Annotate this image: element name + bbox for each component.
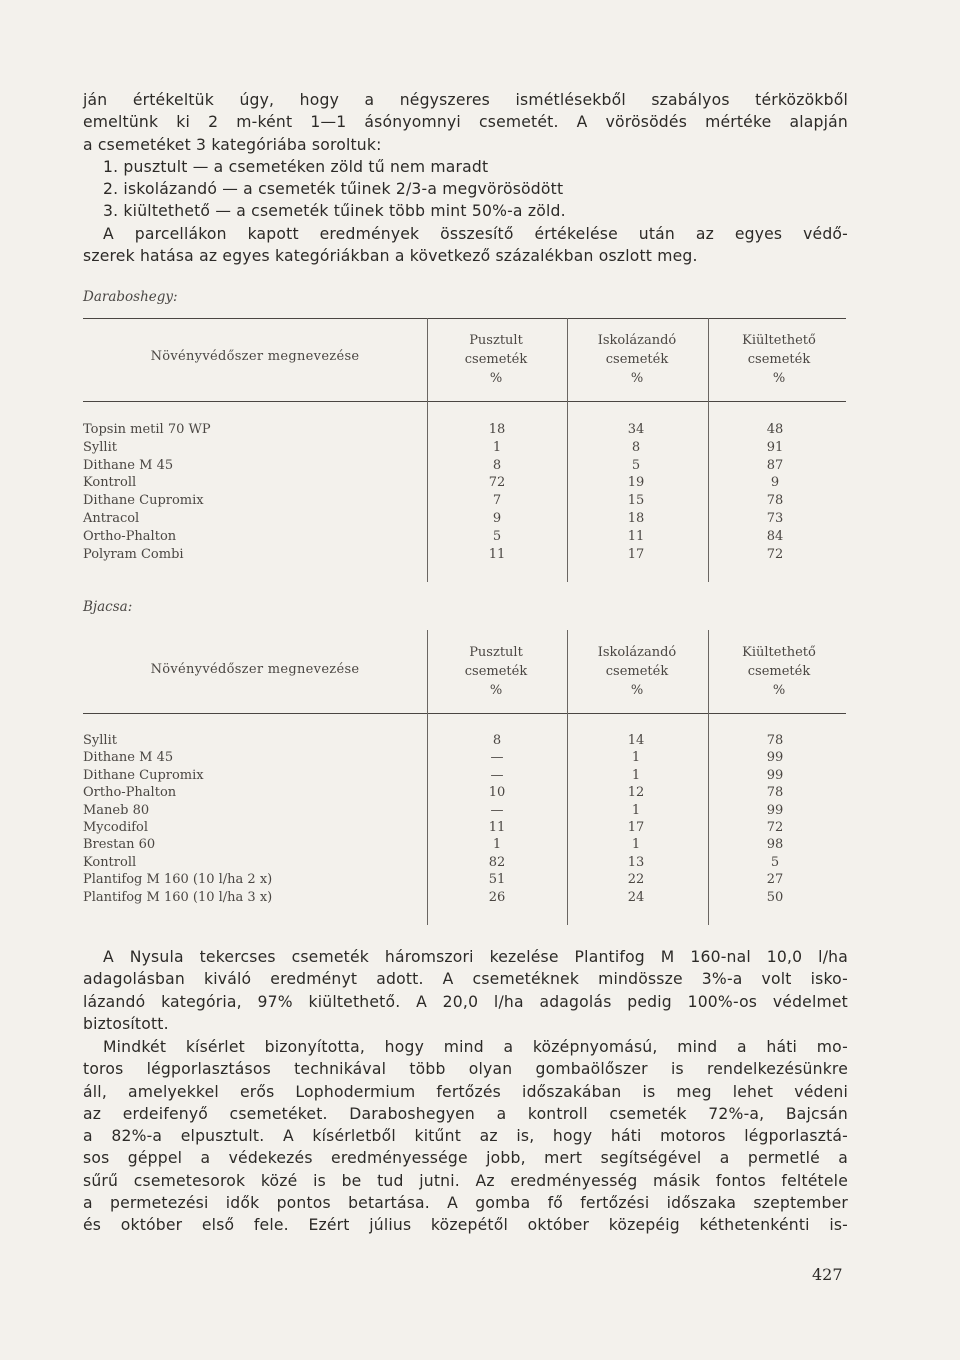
value-iskolazando: 34 xyxy=(627,422,645,437)
table-row xyxy=(83,546,846,563)
value-iskolazando: 19 xyxy=(627,475,645,491)
row-name: Plantifog M 160 (10 l/ha 3 x) xyxy=(83,889,273,905)
value-iskolazando: 12 xyxy=(627,785,645,801)
table-row xyxy=(83,819,846,836)
table-header-kiultetheto: Kiültethető csemeték % xyxy=(742,333,816,386)
table-row xyxy=(83,836,846,853)
text-line: toros légporlasztásos technikával több olyan gombaölőszer is rendelkezésünkre xyxy=(83,1060,848,1079)
text-line: emeltünk ki 2 m-ként 1—1 ásónyomnyi csemetét. A vörösödés mértéke alapján xyxy=(83,113,848,132)
value-kiultetheto: 72 xyxy=(766,546,784,562)
table-row xyxy=(83,889,846,906)
value-pusztult: 11 xyxy=(488,820,506,835)
row-name: Syllit xyxy=(83,733,117,748)
value-kiultetheto: 84 xyxy=(766,528,784,544)
row-name: Dithane M 45 xyxy=(83,457,174,473)
table-header-pusztult: Pusztult csemeték % xyxy=(464,645,528,698)
value-pusztult: 11 xyxy=(488,546,506,562)
text-line: a csemetéket 3 kategóriába soroltuk: xyxy=(83,135,382,154)
value-pusztult: 26 xyxy=(488,889,506,905)
intro-paragraph xyxy=(83,89,848,267)
value-kiultetheto: 5 xyxy=(770,854,780,870)
value-kiultetheto: 99 xyxy=(766,750,784,766)
value-iskolazando: 22 xyxy=(627,872,645,888)
text-line: a permetezési idők pontos betartása. A gomba fő fertőzési időszaka szeptember xyxy=(83,1194,848,1213)
table-header-name: Növényvédőszer megnevezése xyxy=(150,349,360,364)
table1-caption: Daraboshegy: xyxy=(83,289,178,305)
table-row xyxy=(83,421,846,438)
value-iskolazando: 1 xyxy=(631,802,641,818)
category-item-2: 2. iskolázandó — a csemeték tűinek 2/3-a megvörösödött xyxy=(103,180,564,199)
value-iskolazando: 5 xyxy=(631,457,641,473)
results-paragraph xyxy=(83,946,848,1035)
table-header-iskolazando: Iskolázandó csemeték % xyxy=(597,645,677,698)
table2-caption: Bjacsa: xyxy=(83,599,133,615)
text-line: a 82%-a elpusztult. A kísérletből kitűnt az is, hogy háti motoros légporlasztá- xyxy=(83,1127,848,1146)
row-name: Ortho-Phalton xyxy=(83,528,177,544)
table-row xyxy=(83,510,846,527)
row-name: Polyram Combi xyxy=(83,546,184,562)
table-header-pusztult: Pusztult csemeték % xyxy=(464,333,528,386)
table-row xyxy=(83,749,846,766)
value-kiultetheto: 87 xyxy=(766,457,784,473)
value-pusztult: 9 xyxy=(492,511,502,526)
value-pusztult: 7 xyxy=(492,493,502,509)
table-row xyxy=(83,854,846,871)
table-row xyxy=(83,784,846,801)
row-name: Dithane M 45 xyxy=(83,750,174,766)
value-pusztult: 82 xyxy=(488,854,506,870)
text-line: sos géppel a védekezés eredményessége jobb, mert segítségével a permetlé a xyxy=(83,1149,848,1168)
text-line: biztosított. xyxy=(83,1014,169,1033)
value-iskolazando: 14 xyxy=(627,733,645,748)
row-name: Dithane Cupromix xyxy=(83,767,204,783)
value-kiultetheto: 73 xyxy=(766,511,784,526)
value-kiultetheto: 98 xyxy=(766,837,784,853)
value-kiultetheto: 78 xyxy=(766,785,784,801)
row-name: Brestan 60 xyxy=(83,837,156,853)
value-iskolazando: 15 xyxy=(627,493,645,509)
value-kiultetheto: 9 xyxy=(770,475,780,491)
value-iskolazando: 24 xyxy=(627,889,645,905)
table-row xyxy=(83,767,846,784)
row-name: Maneb 80 xyxy=(83,802,150,818)
row-name: Plantifog M 160 (10 l/ha 2 x) xyxy=(83,872,273,888)
category-item-3: 3. kiültethető — a csemeték tűinek több mint 50%-a zöld. xyxy=(103,202,566,221)
table1 xyxy=(83,318,846,583)
value-iskolazando: 17 xyxy=(627,820,645,835)
text-line: és október első fele. Ezért július közepétől október közepéig kéthetenkénti is- xyxy=(83,1216,848,1235)
table-header-name: Növényvédőszer megnevezése xyxy=(150,662,360,677)
row-name: Dithane Cupromix xyxy=(83,493,204,509)
table-top-rule xyxy=(83,318,846,319)
value-iskolazando: 1 xyxy=(631,837,641,853)
table-row xyxy=(83,457,846,474)
table-row xyxy=(83,802,846,819)
value-pusztult: 1 xyxy=(492,837,502,853)
value-pusztult: 72 xyxy=(488,475,506,491)
value-iskolazando: 1 xyxy=(631,767,641,783)
value-pusztult: — xyxy=(490,767,504,783)
value-kiultetheto: 99 xyxy=(766,767,784,783)
value-iskolazando: 13 xyxy=(627,854,645,870)
row-name: Mycodifol xyxy=(83,820,149,835)
table-header-iskolazando: Iskolázandó csemeték % xyxy=(597,333,677,386)
value-pusztult: 51 xyxy=(488,872,506,888)
table-row xyxy=(83,732,846,749)
value-iskolazando: 8 xyxy=(631,439,641,455)
table-header-rule xyxy=(83,713,846,714)
table2 xyxy=(83,630,846,930)
text-line: sűrű csemetesorok közé is be tud jutni. Az eredményesség másik fontos feltétele xyxy=(83,1171,848,1190)
row-name: Antracol xyxy=(83,511,140,526)
text-line: áll, amelyekkel erős Lophodermium fertőzés időszakában is meg lehet védeni xyxy=(83,1082,848,1101)
value-pusztult: — xyxy=(490,802,504,818)
table-header-kiultetheto: Kiültethető csemeték % xyxy=(742,645,816,698)
table-row xyxy=(83,528,846,545)
value-iskolazando: 1 xyxy=(631,750,641,766)
row-name: Ortho-Phalton xyxy=(83,785,177,801)
value-pusztult: 8 xyxy=(492,457,502,473)
value-kiultetheto: 50 xyxy=(766,889,784,905)
value-pusztult: — xyxy=(490,750,504,766)
value-kiultetheto: 78 xyxy=(766,493,784,509)
text-line: A Nysula tekercses csemeték háromszori kezelése Plantifog M 160-nal 10,0 l/ha xyxy=(103,948,848,966)
table-row xyxy=(83,439,846,456)
text-line: ján értékeltük úgy, hogy a négyszeres ismétlésekből szabályos térközökből xyxy=(83,91,848,109)
text-line: Mindkét kísérlet bizonyította, hogy mind a középnyomású, mind a háti mo- xyxy=(103,1038,848,1056)
row-name: Syllit xyxy=(83,439,117,455)
text-line: az erdeifenyő csemetéket. Daraboshegyen a kontroll csemeték 72%-a, Bajcsán xyxy=(83,1104,848,1123)
text-line: adagolásban kiváló eredményt adott. A csemetéknek mindössze 3%-a volt isko- xyxy=(83,970,848,989)
value-pusztult: 18 xyxy=(488,422,506,437)
category-item-1: 1. pusztult — a csemetéken zöld tű nem maradt xyxy=(103,157,489,176)
value-kiultetheto: 27 xyxy=(766,872,784,888)
text-line: szerek hatása az egyes kategóriákban a következő százalékban oszlott meg. xyxy=(83,247,698,266)
conclusion-paragraph xyxy=(83,1036,848,1237)
text-line: A parcellákon kapott eredmények összesítő értékelése után az egyes védő- xyxy=(103,224,848,243)
table-row xyxy=(83,871,846,888)
row-name: Kontroll xyxy=(83,854,137,870)
value-pusztult: 1 xyxy=(492,439,502,455)
text-line: lázandó kategória, 97% kiültethető. A 20,0 l/ha adagolás pedig 100%-os védelmet xyxy=(83,992,848,1011)
table-row xyxy=(83,492,846,509)
table-row xyxy=(83,474,846,491)
value-pusztult: 5 xyxy=(492,528,502,544)
value-iskolazando: 18 xyxy=(627,511,645,526)
value-kiultetheto: 91 xyxy=(766,439,784,455)
value-pusztult: 10 xyxy=(488,785,506,801)
value-kiultetheto: 72 xyxy=(766,820,784,835)
table-header-rule xyxy=(83,401,846,402)
value-kiultetheto: 78 xyxy=(766,733,784,748)
page-number: 427 xyxy=(812,1265,843,1284)
value-iskolazando: 17 xyxy=(627,546,645,562)
value-iskolazando: 11 xyxy=(627,528,645,544)
value-kiultetheto: 99 xyxy=(766,802,784,818)
value-kiultetheto: 48 xyxy=(766,422,784,437)
row-name: Topsin metil 70 WP xyxy=(83,422,211,437)
row-name: Kontroll xyxy=(83,475,137,491)
value-pusztult: 8 xyxy=(492,733,502,748)
